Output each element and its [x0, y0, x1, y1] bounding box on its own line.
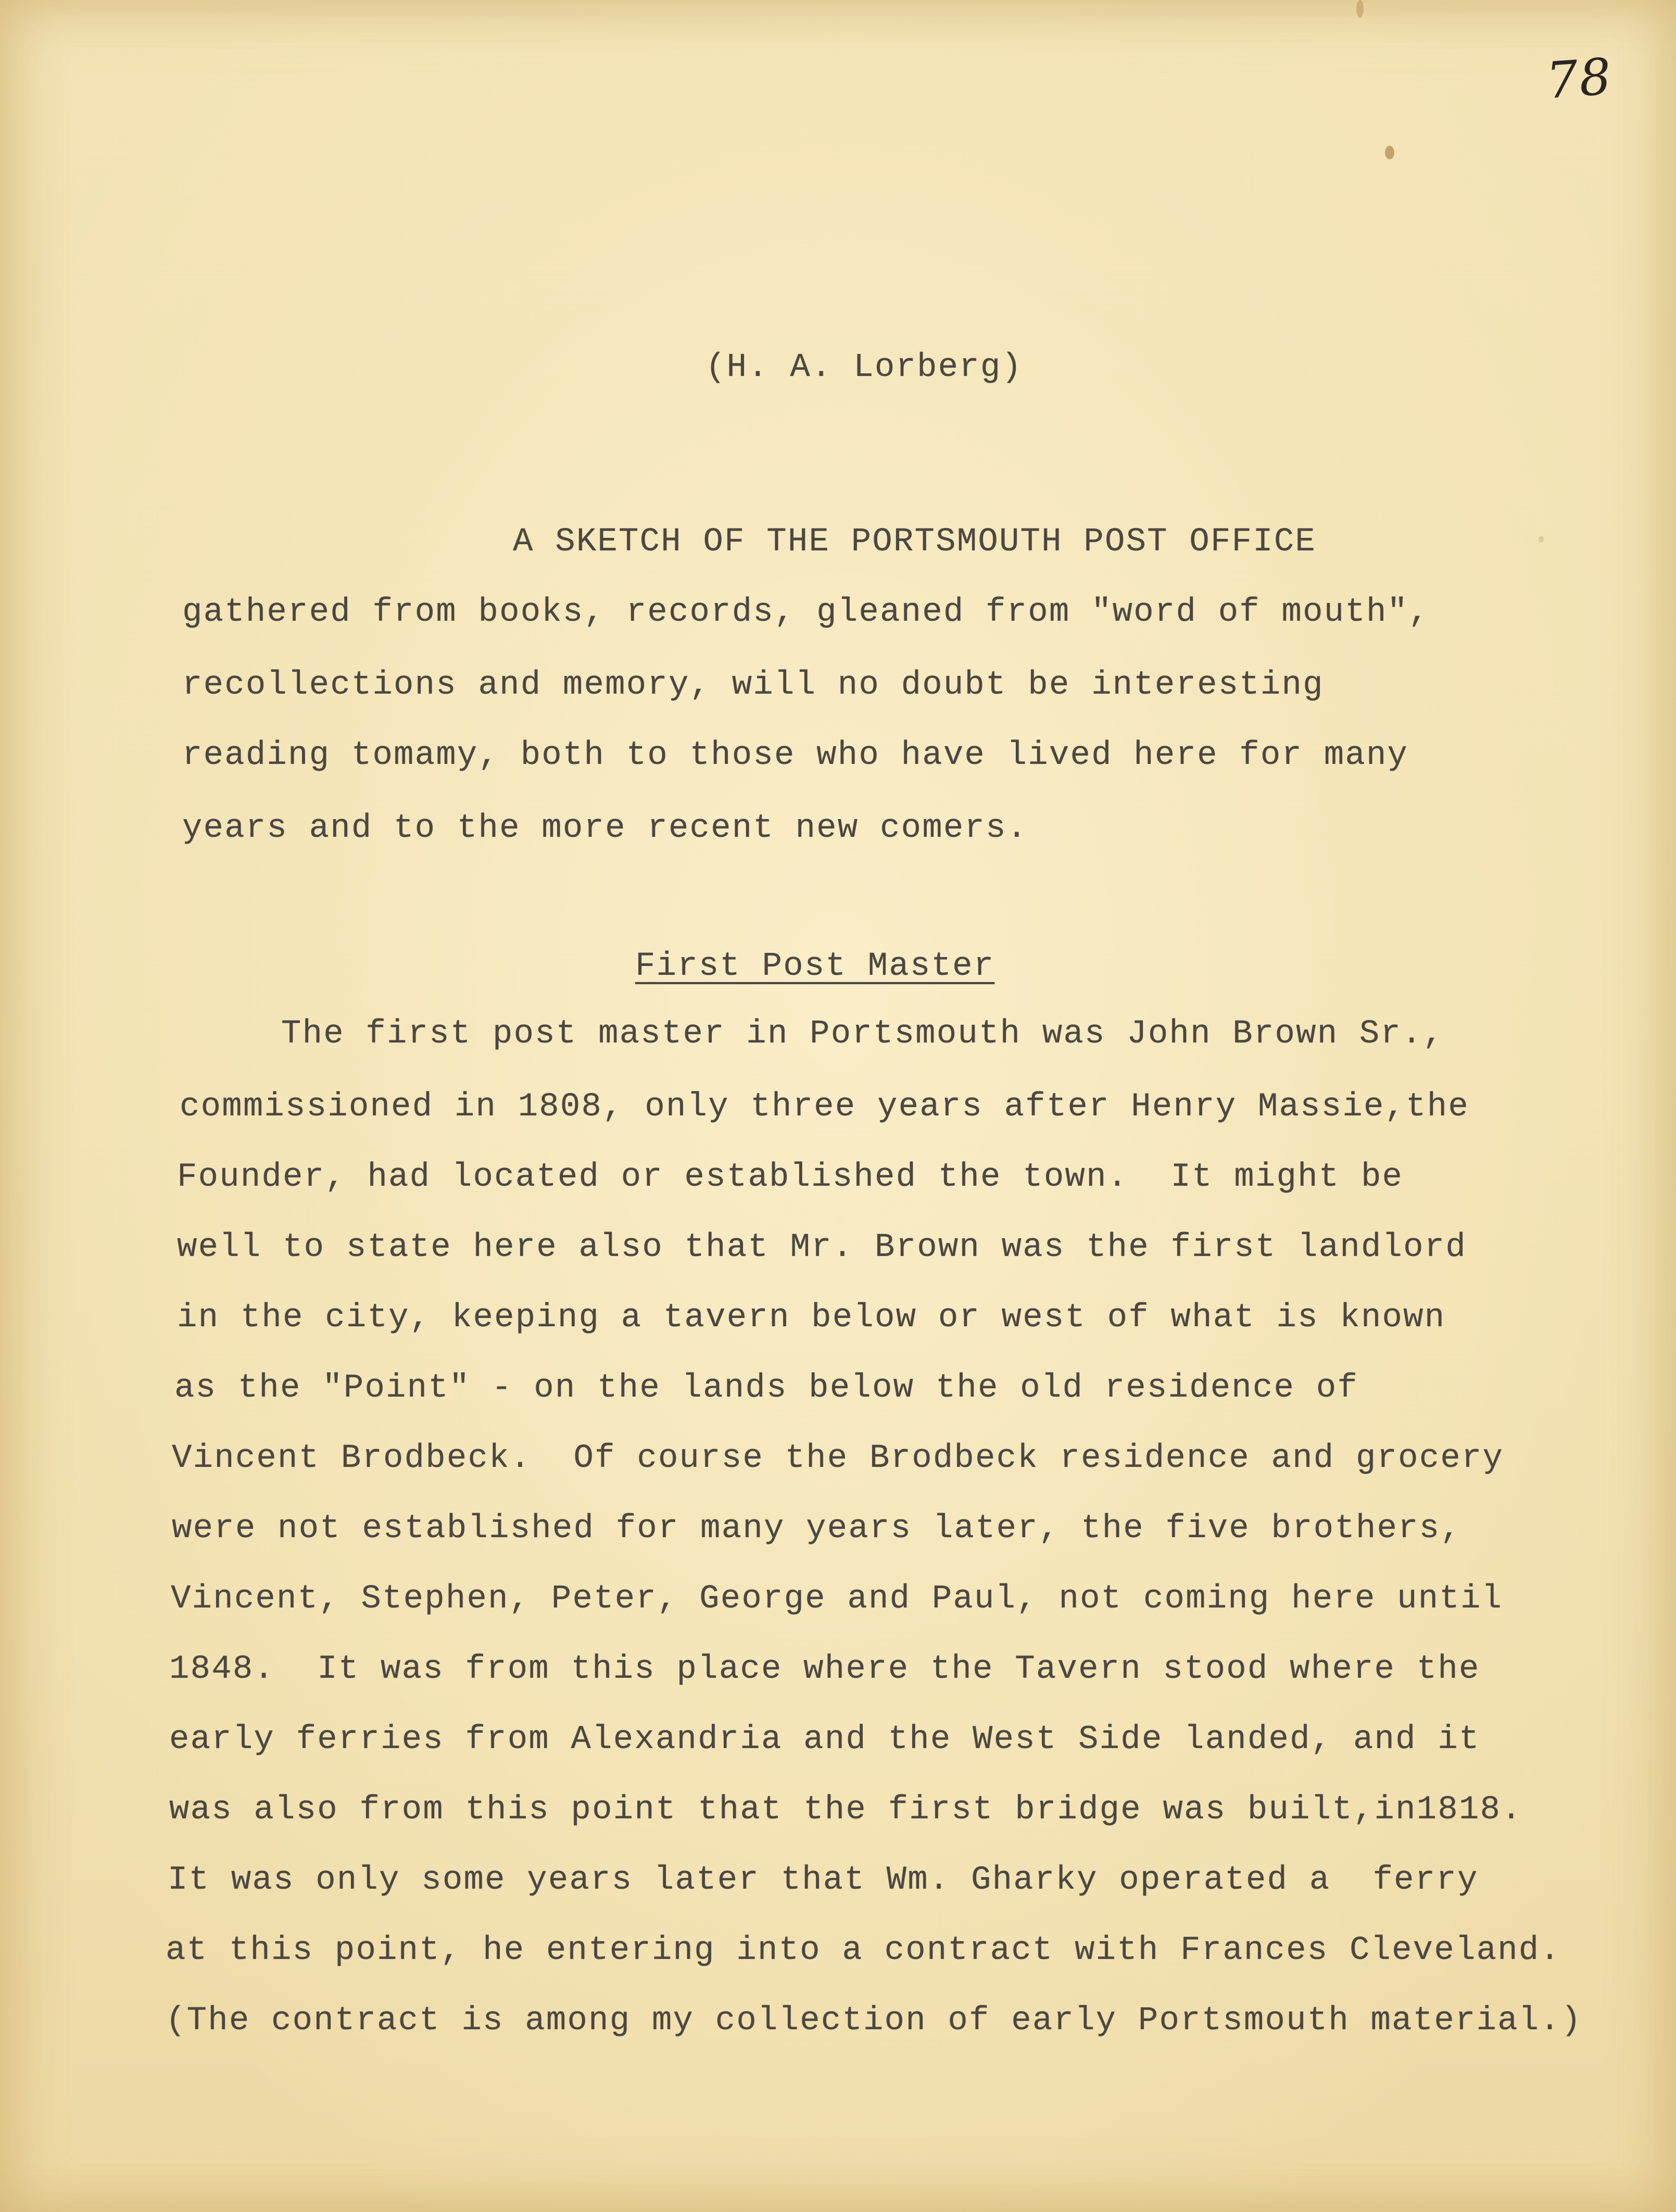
author-line: (H. A. Lorberg) [705, 349, 1023, 386]
body-line: (The contract is among my collection of early Portsmouth material.) [166, 2002, 1582, 2040]
body-line: Founder, had located or established the town. It might be [177, 1159, 1404, 1196]
body-line: Vincent, Stephen, Peter, George and Paul, not coming here until [171, 1580, 1503, 1618]
body-line: commissioned in 1808, only three years after Henry Massie,the [180, 1088, 1469, 1126]
document-title: A SKETCH OF THE PORTSMOUTH POST OFFICE [513, 523, 1317, 561]
section-heading: First Post Master [635, 948, 995, 985]
body-line: as the "Point" - on the lands below the old residence of [174, 1369, 1358, 1407]
intro-line: reading tomamy, both to those who have lived here for many [182, 737, 1409, 774]
paper-stain [1539, 536, 1544, 543]
body-line: 1848. It was from this place where the Tavern stood where the [169, 1651, 1480, 1688]
body-line: It was only some years later that Wm. Gharky operated a ferry [168, 1862, 1479, 1899]
paper-stain [1356, 0, 1364, 18]
body-line: were not established for many years later, the five brothers, [172, 1510, 1461, 1548]
intro-line: gathered from books, records, gleaned from "word of mouth", [182, 594, 1430, 631]
body-line: well to state here also that Mr. Brown was the first landlord [177, 1229, 1467, 1266]
intro-line: years and to the more recent new comers. [182, 810, 1028, 847]
paper-stain [1385, 146, 1394, 159]
body-line: Vincent Brodbeck. Of course the Brodbeck residence and grocery [172, 1440, 1504, 1477]
body-line: in the city, keeping a tavern below or west of what is known [177, 1299, 1446, 1337]
body-line: at this point, he entering into a contract with Frances Cleveland. [166, 1932, 1561, 1969]
body-line: was also from this point that the first bridge was built,in1818. [169, 1791, 1522, 1829]
body-line: early ferries from Alexandria and the West Side landed, and it [169, 1721, 1480, 1758]
body-line: The first post master in Portsmouth was John Brown Sr., [281, 1015, 1444, 1053]
intro-line: recollections and memory, will no doubt be interesting [182, 667, 1324, 704]
page-number: 78 [1544, 47, 1614, 110]
